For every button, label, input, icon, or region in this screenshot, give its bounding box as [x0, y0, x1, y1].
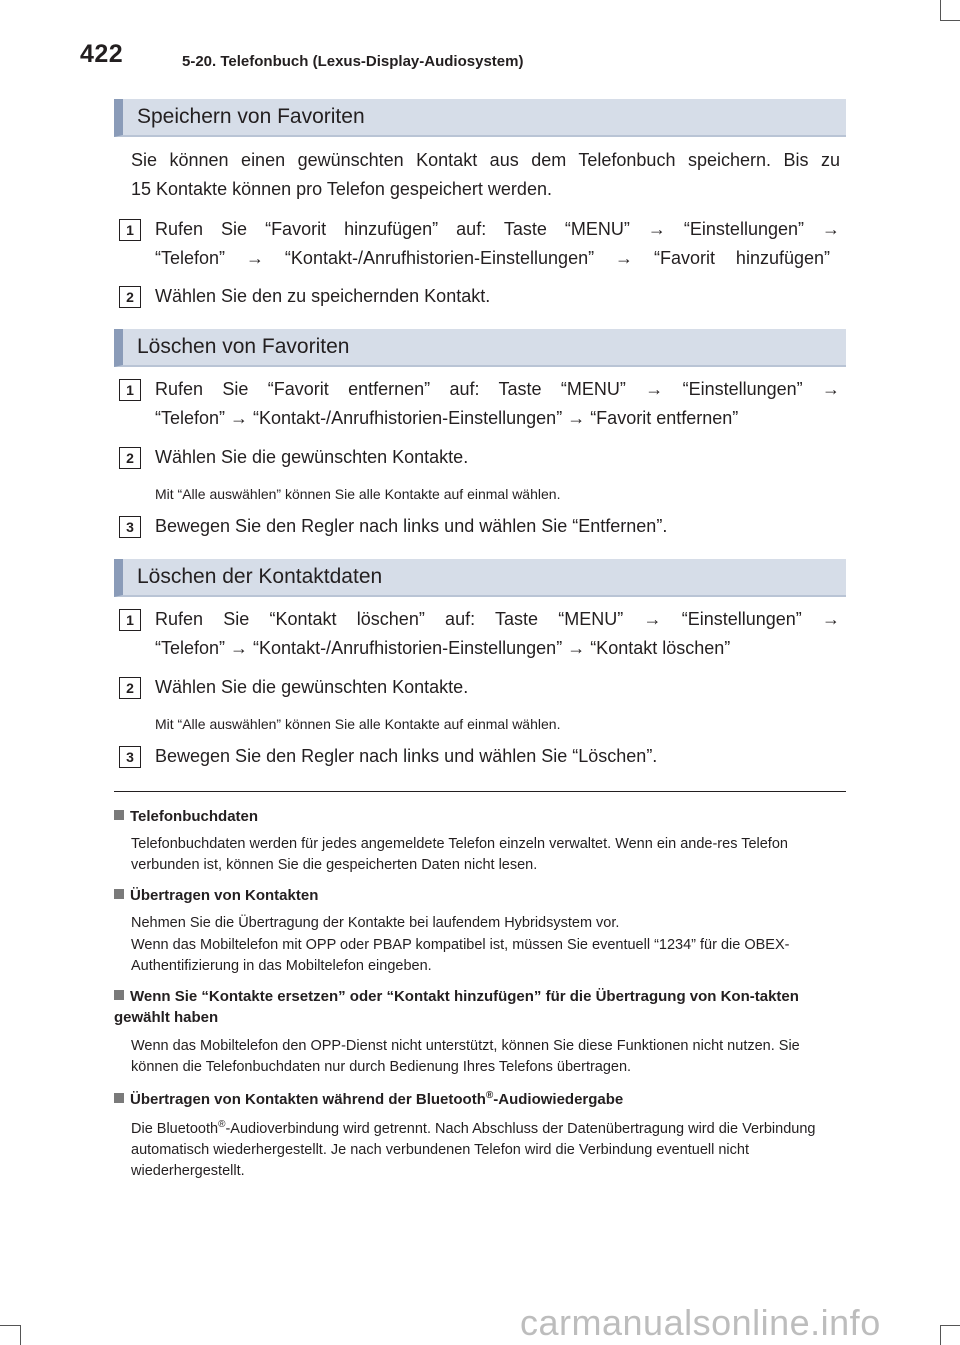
crop-mark — [20, 1325, 21, 1345]
section-heading — [114, 99, 846, 137]
square-bullet-icon — [114, 990, 124, 1000]
note-text — [131, 1114, 840, 1182]
square-bullet-icon — [114, 889, 124, 899]
step-text: “Telefon” → “Kontakt-/Anrufhistorien-Einstellungen” → “Favorit hinzufügen” — [155, 248, 830, 268]
page-number: 422 — [80, 40, 124, 68]
step-number: 1 — [119, 219, 141, 241]
note-title: Telefonbuchdaten — [130, 808, 259, 825]
step-text: “Telefon” → “Kontakt-/Anrufhistorien-Einstellungen” → “Kontakt löschen” — [155, 638, 731, 658]
note-text: Nehmen Sie die Übertragung der Kontakte bei laufendem Hybridsystem vor. — [131, 915, 620, 931]
note-text: Wenn das Mobiltelefon mit OPP oder PBAP kompatibel ist, müssen Sie eventuell “1234” für die OBEX-Authentifizierung in das Mobiltelefon eingeben. — [131, 937, 790, 974]
note-title: Übertragen von Kontakten während der Bluetooth — [130, 1091, 486, 1108]
note-heading — [114, 806, 846, 827]
intro-text: 15 Kontakte können pro Telefon gespeichert werden. — [131, 179, 552, 199]
registered-mark: ® — [218, 1119, 226, 1130]
step-number: 2 — [119, 677, 141, 699]
divider — [114, 791, 846, 792]
section-heading — [114, 559, 846, 597]
step-number: 2 — [119, 447, 141, 469]
chapter-title: 5-20. Telefonbuch (Lexus-Display-Audiosystem) — [182, 53, 524, 70]
crop-mark — [940, 1325, 941, 1345]
crop-mark — [0, 1325, 20, 1326]
crop-mark — [940, 1325, 960, 1326]
intro-text: Sie können einen gewünschten Kontakt aus dem Telefonbuch speichern. Bis zu — [131, 150, 840, 170]
registered-mark: ® — [485, 1090, 494, 1101]
step-number: 3 — [119, 516, 141, 538]
section-title: Löschen von Favoriten — [137, 335, 350, 358]
note-title: -Audiowiedergabe — [493, 1091, 624, 1108]
step-note: Mit “Alle auswählen” können Sie alle Kontakte auf einmal wählen. — [155, 716, 561, 732]
crop-mark — [940, 20, 960, 21]
step-number: 2 — [119, 286, 141, 308]
crop-mark — [940, 0, 941, 20]
step-text: Rufen Sie “Favorit hinzufügen” auf: Taste “MENU” → “Einstellungen” → — [155, 219, 840, 239]
step-text: “Telefon” → “Kontakt-/Anrufhistorien-Einstellungen” → “Favorit entfernen” — [155, 408, 739, 428]
step-text: Rufen Sie “Favorit entfernen” auf: Taste “MENU” → “Einstellungen” → — [155, 379, 840, 399]
step-number: 3 — [119, 746, 141, 768]
step-number: 1 — [119, 609, 141, 631]
step-text: Bewegen Sie den Regler nach links und wählen Sie “Löschen”. — [155, 746, 658, 766]
step-text: Rufen Sie “Kontakt löschen” auf: Taste “MENU” → “Einstellungen” → — [155, 609, 840, 629]
note-heading — [114, 885, 846, 906]
note-text: Wenn das Mobiltelefon den OPP-Dienst nicht unterstützt, können Sie diese Funktionen nicht nutzen. Sie können die Telefonbuchdaten nur durch Bedienung Ihres Telefons übertragen. — [131, 1038, 800, 1075]
note-heading — [114, 986, 846, 1028]
step-text: Bewegen Sie den Regler nach links und wählen Sie “Entfernen”. — [155, 516, 668, 536]
square-bullet-icon — [114, 1093, 124, 1103]
note-text: Telefonbuchdaten werden für jedes angemeldete Telefon einzeln verwaltet. Wenn ein ande-res Telefon verbunden ist, können Sie die gespeicherten Daten nicht lesen. — [131, 836, 788, 873]
note-text-part: Die Bluetooth — [131, 1120, 219, 1137]
note-text-part: -Audioverbindung wird getrennt. Nach Abschluss der Datenübertragung wird die Verbindung automatisch wiederhergestellt. Je nach verbundenen Telefon wird die Verbindung eventuell nicht wiederhergestellt. — [131, 1120, 816, 1179]
note-heading — [114, 1085, 846, 1110]
square-bullet-icon — [114, 810, 124, 820]
watermark: carmanualsonline.info — [520, 1302, 881, 1343]
step-text: Wählen Sie den zu speichernden Kontakt. — [155, 286, 491, 306]
note-title: Übertragen von Kontakten — [130, 887, 319, 904]
section-heading — [114, 329, 846, 367]
step-number: 1 — [119, 379, 141, 401]
step-text: Wählen Sie die gewünschten Kontakte. — [155, 447, 469, 467]
step-note: Mit “Alle auswählen” können Sie alle Kontakte auf einmal wählen. — [155, 486, 561, 502]
section-title: Löschen der Kontaktdaten — [137, 565, 383, 588]
section-title: Speichern von Favoriten — [137, 105, 365, 128]
step-text: Wählen Sie die gewünschten Kontakte. — [155, 677, 469, 697]
note-title: Wenn Sie “Kontakte ersetzen” oder “Kontakt hinzufügen” für die Übertragung von Kon-takten gewählt haben — [114, 988, 799, 1026]
